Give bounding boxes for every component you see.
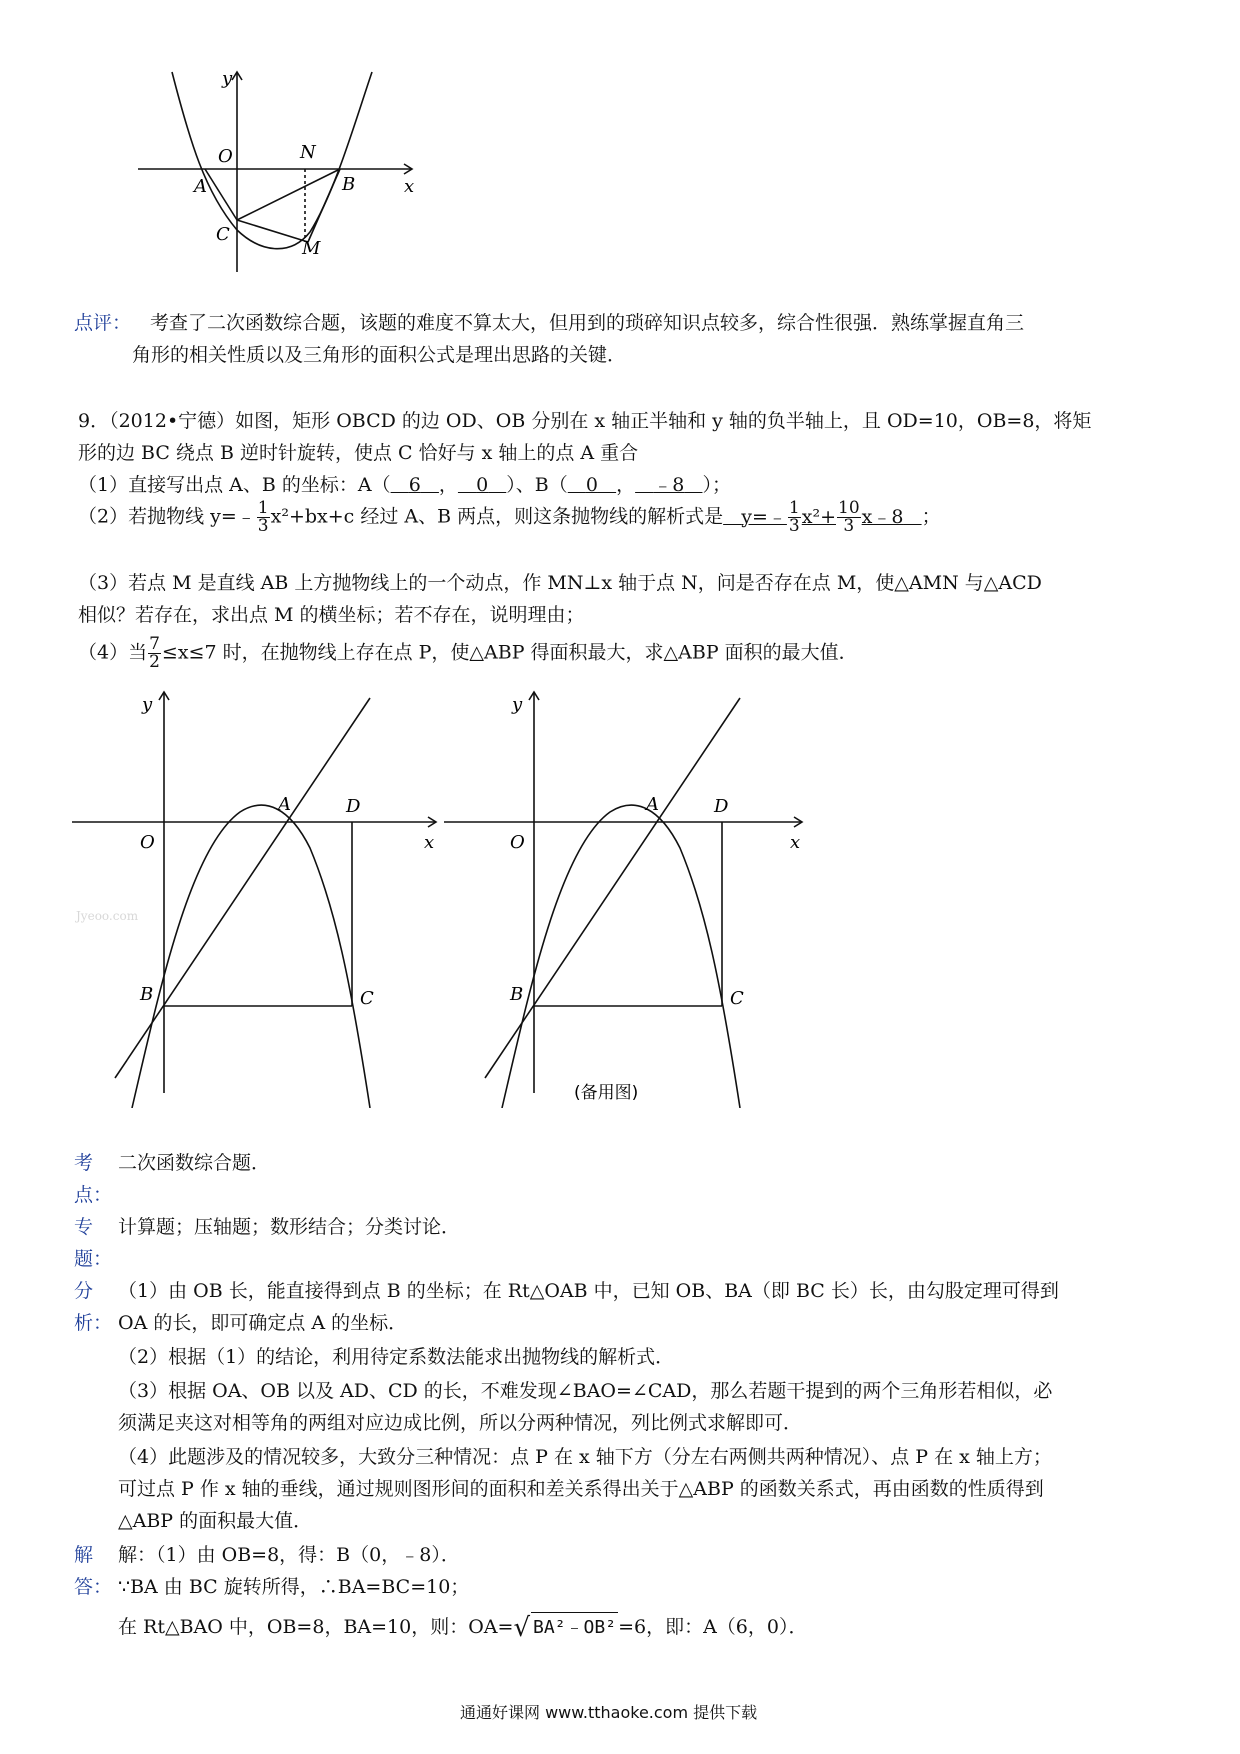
analysis-line6: （4）此题涉及的情况较多，大致分三种情况：点 P 在 x 轴下方（分左右两侧共两种情况）、点 P 在 x 轴上方； xyxy=(118,1446,1052,1468)
analysis-line3: （2）根据（1）的结论，利用待定系数法能求出抛物线的解析式． xyxy=(118,1346,675,1368)
parabola xyxy=(172,72,372,249)
q1-prefix: （1）直接写出点 A、B 的坐标：A（ xyxy=(78,474,391,496)
review-line2: 角形的相关性质以及三角形的面积公式是理出思路的关键． xyxy=(132,344,627,366)
segment-MB xyxy=(308,169,340,242)
label-y: y xyxy=(142,694,153,715)
answer-line3: 在 Rt△BAO 中，OB=8，BA=10，则：OA=√ BA²﹣OB² =6，即：A（6，0）． xyxy=(118,1613,808,1643)
label-N: N xyxy=(300,142,316,163)
segment-AC xyxy=(205,169,237,220)
question-4: （4）当 $\frac{7}{2}$ ≤x≤7 时，在抛物线上存在点 P，使△ABP 得面积最大，求△ABP 面积的最大值． xyxy=(78,634,858,672)
label-O: O xyxy=(140,832,155,853)
caption: (备用图) xyxy=(574,1083,639,1103)
parabola xyxy=(502,805,740,1108)
label-x: x xyxy=(424,832,435,853)
watermark: Jyeoo.com xyxy=(76,909,139,923)
q1-answer-b1: 0 xyxy=(585,474,598,496)
label-D: D xyxy=(714,796,729,817)
sqrt-expression: BA²﹣OB² xyxy=(531,1612,618,1639)
label-x: x xyxy=(790,832,801,853)
review-label: 点评： xyxy=(74,312,132,334)
label-C: C xyxy=(730,988,744,1009)
label-A: A xyxy=(278,794,291,815)
zhuanti-text: 计算题；压轴题；数形结合；分类讨论． xyxy=(118,1216,461,1238)
q1-answer-a2: 0 xyxy=(476,474,489,496)
answer-line1: 解：（1）由 OB=8，得：B（0，﹣8）． xyxy=(118,1544,460,1566)
analysis-label-2: 析： xyxy=(74,1312,113,1334)
kaodian-label-1: 考 xyxy=(74,1152,94,1174)
fraction-answer-one-third: $\frac{1}{3}$ xyxy=(788,498,800,536)
label-A: A xyxy=(646,794,659,815)
label-O: O xyxy=(218,146,233,167)
answer-label-1: 解 xyxy=(74,1544,94,1566)
fraction-one-third: $\frac{1}{3}$ xyxy=(257,498,269,536)
label-B: B xyxy=(510,984,524,1005)
kaodian-label-2: 点： xyxy=(74,1184,113,1206)
answer-label-2: 答： xyxy=(74,1576,113,1598)
q1-answer-a1: 6 xyxy=(408,474,421,496)
answer-line2: ∵BA 由 BC 旋转所得，∴BA=BC=10； xyxy=(118,1576,470,1598)
review-line1: 考查了二次函数综合题，该题的难度不算太大，但用到的琐碎知识点较多，综合性很强．熟练掌握直角三 xyxy=(150,312,1025,334)
zhuanti-label-2: 题： xyxy=(74,1248,113,1270)
figure-right xyxy=(440,688,820,1108)
problem-line2: 形的边 BC 绕点 B 逆时针旋转，使点 C 恰好与 x 轴上的点 A 重合 xyxy=(78,442,639,464)
q2-answer: y=﹣ $\frac{1}{3}$ x²+ $\frac{10}{3}$ x﹣8 xyxy=(741,498,904,536)
analysis-line7: 可过点 P 作 x 轴的垂线，通过规则图形间的面积和差关系得出关于△ABP 的函数关系式，再由函数的性质得到 xyxy=(118,1478,1044,1500)
parabola xyxy=(132,805,370,1108)
q2-mid: x²+bx+c 经过 A、B 两点，则这条抛物线的解析式是 xyxy=(270,505,724,528)
label-A: A xyxy=(194,176,207,197)
label-B: B xyxy=(140,984,154,1005)
analysis-line1: （1）由 OB 长，能直接得到点 B 的坐标；在 Rt△OAB 中，已知 OB、BA（即 BC 长）长，由勾股定理可得到 xyxy=(118,1280,1059,1302)
analysis-line8: △ABP 的面积最大值． xyxy=(118,1510,313,1532)
fraction-seven-halves: $\frac{7}{2}$ xyxy=(149,634,160,672)
zhuanti-label-1: 专 xyxy=(74,1216,94,1238)
q2-prefix: （2）若抛物线 y=﹣ xyxy=(78,505,256,528)
problem-line1: 9．（2012•宁德）如图，矩形 OBCD 的边 OD、OB 分别在 x 轴正半轴和 y 轴的负半轴上，且 OD=10，OB=8，将矩 xyxy=(78,410,1092,432)
label-y: y xyxy=(512,694,523,715)
question-3-line2: 相似？若存在，求出点 M 的横坐标；若不存在，说明理由； xyxy=(78,604,585,626)
label-C: C xyxy=(216,224,230,245)
figure-left xyxy=(70,688,450,1108)
label-M: M xyxy=(302,238,321,259)
label-y: y xyxy=(222,68,233,89)
segment-CB xyxy=(237,169,340,220)
fraction-ten-thirds: $\frac{10}{3}$ xyxy=(838,498,860,536)
analysis-line4: （3）根据 OA、OB 以及 AD、CD 的长，不难发现∠BAO=∠CAD，那么若题干提到的两个三角形若相似，必 xyxy=(118,1380,1053,1402)
sqrt-icon: √ xyxy=(513,1613,531,1643)
question-1: （1）直接写出点 A、B 的坐标：A（ 6 ， 0 ）、B（ 0 ， ﹣8 ）； xyxy=(78,474,731,496)
kaodian-text: 二次函数综合题． xyxy=(118,1152,271,1174)
analysis-line5: 须满足夹这对相等角的两组对应边成比例，所以分两种情况，列比例式求解即可． xyxy=(118,1412,803,1434)
label-D: D xyxy=(346,796,361,817)
label-x: x xyxy=(404,176,415,197)
label-O: O xyxy=(510,832,525,853)
label-C: C xyxy=(360,988,374,1009)
footer: 通通好课网 www.tthaoke.com 提供下载 xyxy=(460,1703,758,1722)
q1-answer-b2: ﹣8 xyxy=(653,474,685,496)
label-B: B xyxy=(342,174,356,195)
analysis-line2: OA 的长，即可确定点 A 的坐标． xyxy=(118,1312,408,1334)
question-2: （2）若抛物线 y=﹣ $\frac{1}{3}$ x²+bx+c 经过 A、B 两点，则这条抛物线的解析式是 y=﹣ $\frac{1}{3}$ x²+ $\frac{10}{3}$ x﹣8 ； xyxy=(78,498,941,536)
analysis-label-1: 分 xyxy=(74,1280,94,1302)
question-3-line1: （3）若点 M 是直线 AB 上方抛物线上的一个动点，作 MN⊥x 轴于点 N，问是否存在点 M，使△AMN 与△ACD xyxy=(78,572,1042,594)
figure-top xyxy=(120,62,430,302)
